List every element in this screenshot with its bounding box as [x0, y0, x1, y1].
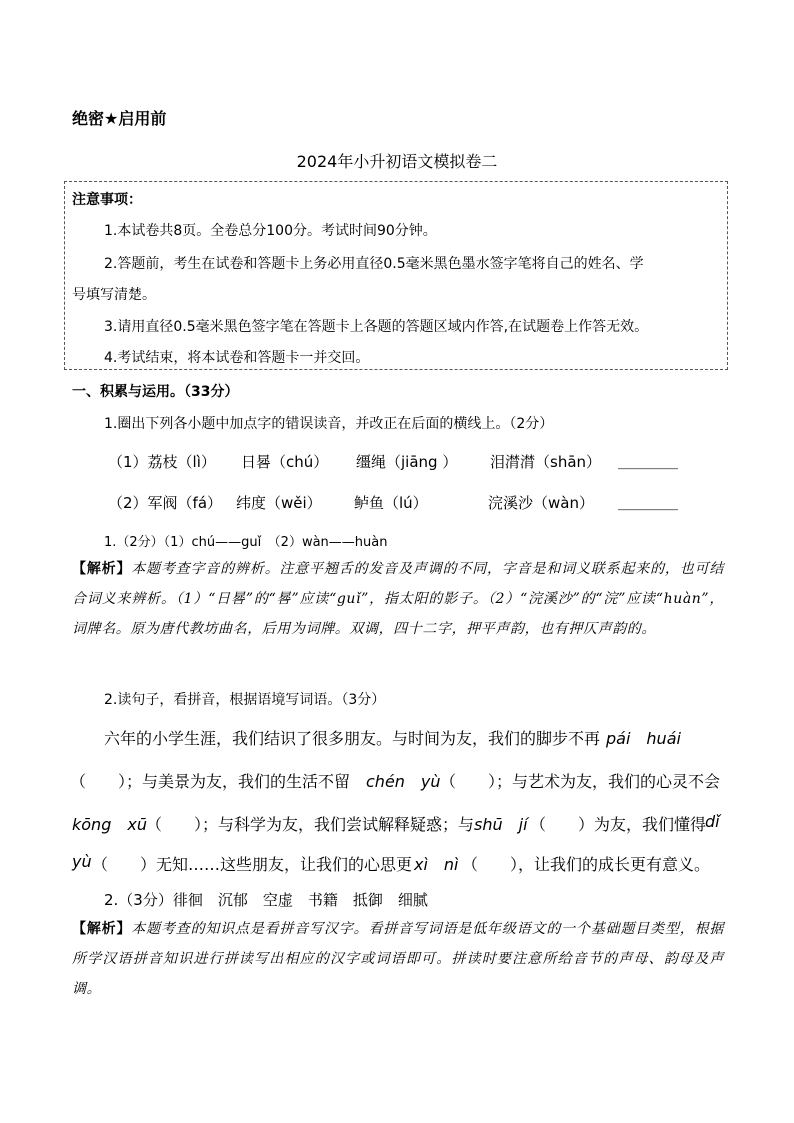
- q2-pinyin-paihuai: pái huái: [606, 729, 681, 748]
- analysis-tag: 【解析】: [72, 561, 132, 577]
- notice-item-1: 1.本试卷共8页。全卷总分100分。考试时间90分钟。: [104, 223, 437, 239]
- q2-answer: 2.（3分）徘徊 沉郁 空虚 书籍 抵御 细腻: [104, 891, 428, 909]
- q1-row2-blank[interactable]: ＿＿＿＿: [618, 494, 679, 512]
- notice-item-2-cont: 号填写清楚。: [72, 287, 156, 303]
- q2-pinyin-chenyu: chén yù: [366, 772, 441, 791]
- q1-row1-item2: 日晷（chú）: [241, 453, 329, 471]
- q1-row1-item1: （1）荔枝（lì）: [108, 453, 216, 471]
- q2-pinyin-xini: xì nì: [414, 855, 459, 874]
- q1-row2-item3: 鲈鱼（lú）: [354, 494, 428, 512]
- q2-pinyin-di: dǐ: [705, 812, 720, 831]
- q2-line3-b[interactable]: （ ）为友，我们懂得: [530, 815, 707, 834]
- q2-line4-b[interactable]: （ ），让我们的成长更有意义。: [462, 855, 711, 874]
- analysis-text: 本题考查的知识点是看拼音写汉字。看拼音写词语是低年级语文的一个基础题目类型，根据所学汉语拼音知识进行拼读写出相应的汉字或词语即可。拼读时要注意所给音节的声母、韵母及声调。: [72, 921, 724, 997]
- notice-item-2: 2.答题前，考生在试卷和答题卡上务必用直径0.5毫米黑色墨水签字笔将自己的姓名、学: [104, 256, 644, 272]
- q1-row1-blank[interactable]: ＿＿＿＿: [618, 453, 679, 471]
- q2-line4-a[interactable]: （ ）无知……这些朋友，让我们的心思更: [92, 855, 413, 874]
- q1-prompt: 1.圈出下列各小题中加点字的错误读音，并改正在后面的横线上。（2分）: [104, 416, 554, 432]
- q1-answer: 1.（2分）（1）chú——guǐ （2）wàn——huàn: [104, 535, 388, 550]
- q1-row2-item2: 纬度（wěi）: [236, 494, 322, 512]
- q2-line3-a[interactable]: （ ）；与科学为友，我们尝试解释疑惑；与: [146, 815, 475, 834]
- q1-row2-item4: 浣溪沙（wàn）: [488, 494, 594, 512]
- secret-label: 绝密★启用前: [72, 109, 167, 128]
- q2-prompt: 2.读句子，看拼音，根据语境写词语。（3分）: [104, 692, 386, 708]
- q2-line2-b[interactable]: （ ）；与艺术为友，我们的心灵不会: [440, 772, 721, 791]
- q2-pinyin-yu: yù: [72, 852, 92, 871]
- notice-heading: 注意事项：: [72, 192, 142, 208]
- section-title: 一、积累与运用。（33分）: [72, 384, 239, 400]
- q1-row2-item1: （2）军阀（fá）: [108, 494, 223, 512]
- notice-box: [64, 181, 728, 370]
- notice-item-3: 3.请用直径0.5毫米黑色签字笔在答题卡上各题的答题区域内作答,在试题卷上作答无效。: [104, 319, 649, 335]
- analysis-text: 本题考查字音的辨析。注意平翘舌的发音及声调的不同，字音是和词义联系起来的，也可结合词义来辨析。（1）“日晷”的“晷”应读“guǐ”，指太阳的影子。（2）“浣溪沙”的“浣”应读“huàn”，词牌名。原为唐代教坊曲名，后用为词牌。双调，四十二字，押平声韵，也有押仄声韵的。: [72, 561, 724, 637]
- q2-pinyin-shuji: shū jí: [474, 815, 528, 834]
- q2-pinyin-kongxu: kōng xū: [72, 815, 147, 834]
- q1-row1-item4: 泪潸潸（shān）: [490, 453, 602, 471]
- analysis-tag: 【解析】: [72, 921, 132, 937]
- q2-line1-text: 六年的小学生涯，我们结识了很多朋友。与时间为友，我们的脚步不再: [104, 729, 601, 748]
- q1-row1-item3: 缰绳（jiāng ）: [356, 453, 458, 471]
- q1-analysis: [72, 554, 724, 644]
- notice-item-4: 4.考试结束，将本试卷和答题卡一并交回。: [104, 350, 370, 366]
- q2-line2-a[interactable]: （ ）；与美景为友，我们的生活不留: [70, 772, 351, 791]
- q2-analysis: [72, 914, 724, 1004]
- page-title: 2024年小升初语文模拟卷二: [296, 152, 498, 171]
